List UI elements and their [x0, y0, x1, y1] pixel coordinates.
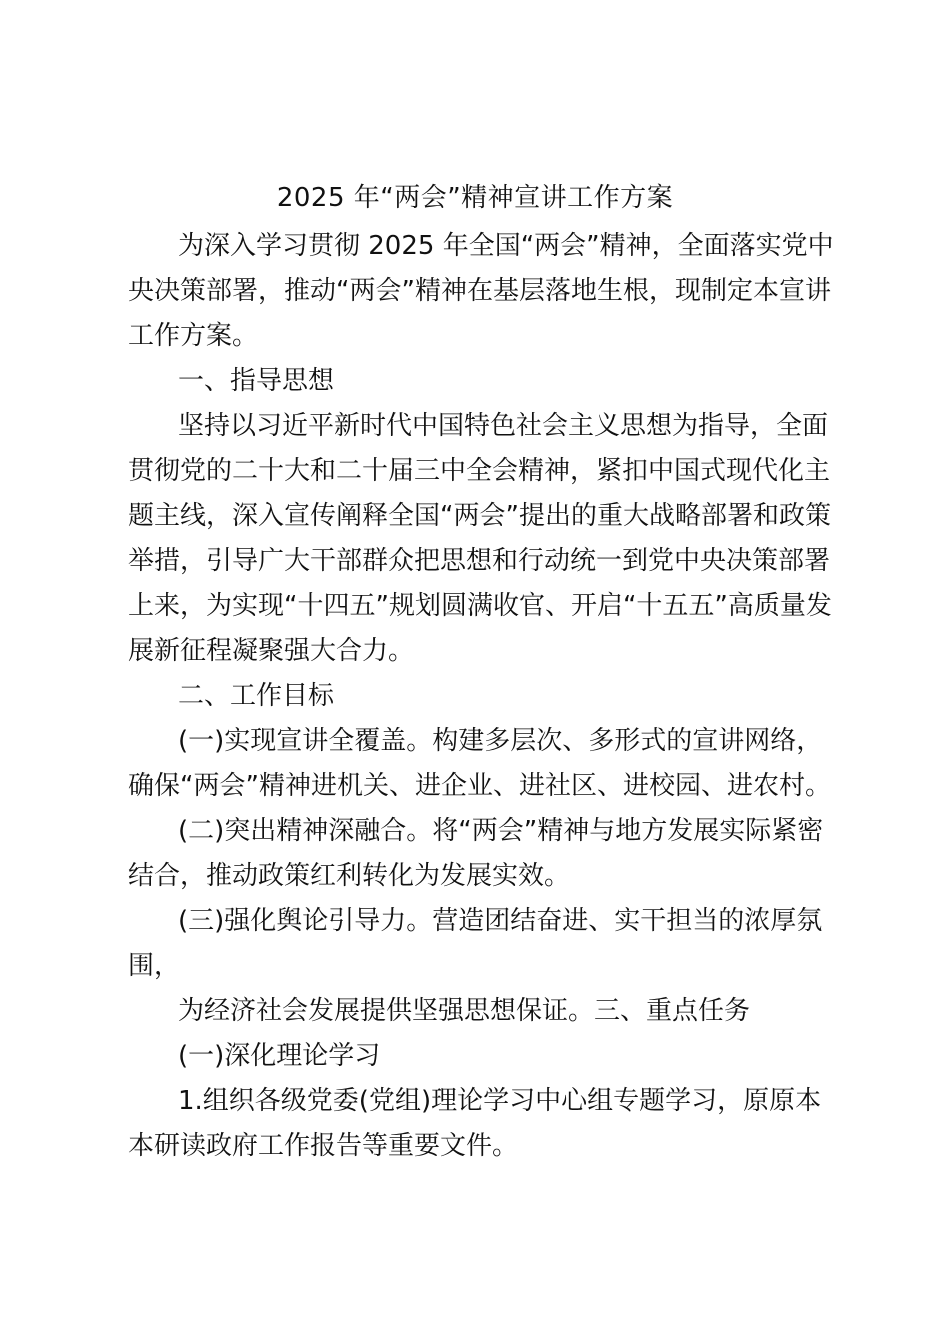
- body-line: (二)突出精神深融合。将“两会”精神与地方发展实际紧密: [178, 816, 824, 846]
- subsection-heading: (一)深化理论学习: [178, 1041, 381, 1071]
- body-line: 本研读政府工作报告等重要文件。: [128, 1131, 519, 1161]
- body-line: (三)强化舆论引导力。营造团结奋进、实干担当的浓厚氛: [178, 906, 823, 936]
- document-title: 2025 年“两会”精神宣讲工作方案: [276, 183, 674, 213]
- body-line: 为深入学习贯彻 2025 年全国“两会”精神，全面落实党中: [178, 231, 834, 261]
- body-line: (一)实现宣讲全覆盖。构建多层次、多形式的宣讲网络，: [178, 726, 823, 756]
- body-line: 题主线，深入宣传阐释全国“两会”提出的重大战略部署和政策: [128, 501, 831, 531]
- body-line: 1.组织各级党委(党组)理论学习中心组专题学习，原原本: [178, 1086, 822, 1116]
- body-line: 确保“两会”精神进机关、进企业、进社区、进校园、进农村。: [128, 771, 831, 801]
- body-line: 围，: [128, 951, 181, 981]
- body-line: 上来，为实现“十四五”规划圆满收官、开启“十五五”高质量发: [128, 591, 832, 621]
- body-line: 举措，引导广大干部群众把思想和行动统一到党中央决策部署: [128, 546, 831, 576]
- body-line: 结合，推动政策红利转化为发展实效。: [128, 861, 571, 891]
- body-line: 为经济社会发展提供坚强思想保证。三、重点任务: [178, 996, 751, 1026]
- body-line: 工作方案。: [128, 321, 259, 351]
- body-line: 央决策部署，推动“两会”精神在基层落地生根，现制定本宣讲: [128, 276, 831, 306]
- body-line: 展新征程凝聚强大合力。: [128, 636, 415, 666]
- section-heading: 一、指导思想: [178, 366, 335, 396]
- body-line: 贯彻党的二十大和二十届三中全会精神，紧扣中国式现代化主: [128, 456, 831, 486]
- body-line: 坚持以习近平新时代中国特色社会主义思想为指导，全面: [178, 411, 829, 441]
- section-heading: 二、工作目标: [178, 681, 335, 711]
